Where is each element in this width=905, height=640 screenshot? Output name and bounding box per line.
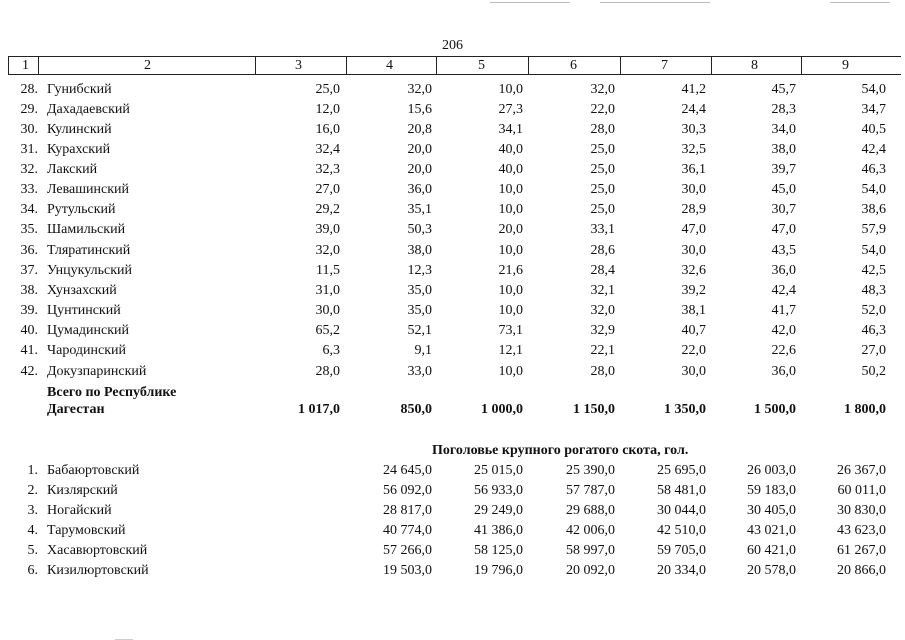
district-name: Цумадинский	[47, 323, 130, 338]
table-row	[0, 142, 905, 162]
cell-value: 20,0	[407, 142, 432, 157]
cell-value: 40,7	[681, 323, 706, 338]
cell-value: 42,5	[861, 263, 886, 278]
cell-value: 20,0	[498, 222, 523, 237]
scan-line-top	[490, 2, 570, 3]
table-row	[0, 323, 905, 343]
district-name: Тарумовский	[47, 523, 126, 538]
cell-value: 41,7	[771, 303, 796, 318]
cell-value: 32,0	[590, 303, 615, 318]
cell-value: 25 390,0	[566, 463, 615, 478]
cell-value: 36,1	[681, 162, 706, 177]
total-value: 850,0	[400, 402, 432, 417]
cell-value: 19 796,0	[474, 563, 523, 578]
total-label-line-2: Дагестан	[47, 402, 105, 417]
header-divider	[346, 57, 347, 74]
header-divider	[528, 57, 529, 74]
cell-value: 29 249,0	[474, 503, 523, 518]
cell-value: 28 817,0	[383, 503, 432, 518]
cell-value: 52,0	[861, 303, 886, 318]
row-number: 6.	[27, 563, 38, 578]
cell-value: 25,0	[590, 182, 615, 197]
district-name: Кизлярский	[47, 483, 118, 498]
cell-value: 31,0	[315, 283, 340, 298]
cell-value: 46,3	[861, 162, 886, 177]
cell-value: 50,3	[407, 222, 432, 237]
cell-value: 20 092,0	[566, 563, 615, 578]
total-label-line-1: Всего по Республике	[47, 385, 177, 400]
total-value: 1 350,0	[664, 402, 706, 417]
cell-value: 57 787,0	[566, 483, 615, 498]
cell-value: 30 405,0	[747, 503, 796, 518]
cell-value: 42 510,0	[657, 523, 706, 538]
cell-value: 25 015,0	[474, 463, 523, 478]
district-name: Кулинский	[47, 122, 112, 137]
row-number: 33.	[20, 182, 38, 197]
cell-value: 21,6	[498, 263, 523, 278]
cell-value: 10,0	[498, 82, 523, 97]
cell-value: 60 421,0	[747, 543, 796, 558]
table-row	[0, 243, 905, 263]
cell-value: 20,8	[407, 122, 432, 137]
district-name: Тляратинский	[47, 243, 131, 258]
table-row	[0, 523, 905, 543]
district-name: Хасавюртовский	[47, 543, 148, 558]
cell-value: 27,3	[498, 102, 523, 117]
header-col-6: 6	[570, 58, 577, 73]
cell-value: 10,0	[498, 182, 523, 197]
cell-value: 56 092,0	[383, 483, 432, 498]
total-row	[0, 402, 905, 422]
cell-value: 26 367,0	[837, 463, 886, 478]
header-col-2: 2	[144, 58, 151, 73]
cell-value: 20 334,0	[657, 563, 706, 578]
cell-value: 32,1	[590, 283, 615, 298]
cell-value: 30,0	[681, 243, 706, 258]
cell-value: 28,4	[590, 263, 615, 278]
header-col-5: 5	[478, 58, 485, 73]
total-value: 1 500,0	[754, 402, 796, 417]
district-name: Рутульский	[47, 202, 116, 217]
cell-value: 59 705,0	[657, 543, 706, 558]
scan-line-top-2	[600, 2, 710, 3]
cell-value: 58 481,0	[657, 483, 706, 498]
header-col-1: 1	[22, 58, 29, 73]
cell-value: 29,2	[315, 202, 340, 217]
row-number: 31.	[20, 142, 38, 157]
cell-value: 40 774,0	[383, 523, 432, 538]
cell-value: 34,7	[861, 102, 886, 117]
row-number: 34.	[20, 202, 38, 217]
cell-value: 38,1	[681, 303, 706, 318]
row-number: 40.	[20, 323, 38, 338]
cell-value: 32,4	[315, 142, 340, 157]
cell-value: 45,0	[771, 182, 796, 197]
cell-value: 25,0	[590, 142, 615, 157]
cell-value: 24,4	[681, 102, 706, 117]
cell-value: 22,0	[590, 102, 615, 117]
table-row	[0, 463, 905, 483]
cell-value: 54,0	[861, 243, 886, 258]
cell-value: 35,0	[407, 303, 432, 318]
cell-value: 40,0	[498, 142, 523, 157]
cell-value: 9,1	[414, 343, 432, 358]
table-row	[0, 303, 905, 323]
cell-value: 33,1	[590, 222, 615, 237]
cell-value: 50,2	[861, 364, 886, 379]
district-name: Унцукульский	[47, 263, 133, 278]
cell-value: 34,0	[771, 122, 796, 137]
header-divider	[711, 57, 712, 74]
district-name: Кизилюртовский	[47, 563, 149, 578]
cell-value: 61 267,0	[837, 543, 886, 558]
cell-value: 30,3	[681, 122, 706, 137]
header-divider	[8, 57, 9, 74]
cell-value: 30,7	[771, 202, 796, 217]
cell-value: 42,4	[771, 283, 796, 298]
header-col-4: 4	[386, 58, 393, 73]
table-row	[0, 543, 905, 563]
cell-value: 28,0	[315, 364, 340, 379]
row-number: 38.	[20, 283, 38, 298]
cell-value: 16,0	[315, 122, 340, 137]
cell-value: 19 503,0	[383, 563, 432, 578]
header-col-3: 3	[295, 58, 302, 73]
cell-value: 15,6	[407, 102, 432, 117]
cell-value: 42,0	[771, 323, 796, 338]
cell-value: 32,0	[407, 82, 432, 97]
header-col-9: 9	[842, 58, 849, 73]
row-number: 36.	[20, 243, 38, 258]
district-name: Хунзахский	[47, 283, 117, 298]
table-header	[8, 56, 901, 75]
row-number: 5.	[27, 543, 38, 558]
cell-value: 29 688,0	[566, 503, 615, 518]
cell-value: 36,0	[771, 364, 796, 379]
cell-value: 38,0	[407, 243, 432, 258]
cell-value: 40,5	[861, 122, 886, 137]
district-name: Курахский	[47, 142, 111, 157]
total-value: 1 800,0	[844, 402, 886, 417]
table-row	[0, 503, 905, 523]
table-row	[0, 162, 905, 182]
district-name: Цунтинский	[47, 303, 121, 318]
table-row	[0, 263, 905, 283]
total-value: 1 017,0	[298, 402, 340, 417]
cell-value: 20 866,0	[837, 563, 886, 578]
cell-value: 30 830,0	[837, 503, 886, 518]
cell-value: 10,0	[498, 303, 523, 318]
district-name: Дахадаевский	[47, 102, 130, 117]
cell-value: 11,5	[316, 263, 340, 278]
cell-value: 20 578,0	[747, 563, 796, 578]
table-row	[0, 222, 905, 242]
cell-value: 32,6	[681, 263, 706, 278]
cell-value: 26 003,0	[747, 463, 796, 478]
cell-value: 54,0	[861, 82, 886, 97]
page-number: 206	[442, 38, 463, 53]
cell-value: 32,9	[590, 323, 615, 338]
cell-value: 36,0	[771, 263, 796, 278]
cell-value: 57 266,0	[383, 543, 432, 558]
cell-value: 20,0	[407, 162, 432, 177]
district-name: Бабаюртовский	[47, 463, 140, 478]
row-number: 37.	[20, 263, 38, 278]
cell-value: 36,0	[407, 182, 432, 197]
cell-value: 52,1	[407, 323, 432, 338]
cell-value: 28,6	[590, 243, 615, 258]
cell-value: 40,0	[498, 162, 523, 177]
district-name: Ногайский	[47, 503, 112, 518]
cell-value: 48,3	[861, 283, 886, 298]
cell-value: 32,0	[315, 243, 340, 258]
row-number: 35.	[20, 222, 38, 237]
cell-value: 25,0	[315, 82, 340, 97]
cell-value: 58 125,0	[474, 543, 523, 558]
cell-value: 27,0	[861, 343, 886, 358]
row-number: 28.	[20, 82, 38, 97]
row-number: 3.	[27, 503, 38, 518]
cell-value: 54,0	[861, 182, 886, 197]
row-number: 2.	[27, 483, 38, 498]
header-col-7: 7	[661, 58, 668, 73]
cell-value: 45,7	[771, 82, 796, 97]
district-name: Докузпаринский	[47, 364, 147, 379]
cell-value: 25,0	[590, 202, 615, 217]
table-row	[0, 82, 905, 102]
row-number: 1.	[27, 463, 38, 478]
row-number: 41.	[20, 343, 38, 358]
cell-value: 38,0	[771, 142, 796, 157]
cell-value: 28,9	[681, 202, 706, 217]
cell-value: 25 695,0	[657, 463, 706, 478]
total-value: 1 150,0	[573, 402, 615, 417]
row-number: 39.	[20, 303, 38, 318]
cell-value: 33,0	[407, 364, 432, 379]
cell-value: 43 623,0	[837, 523, 886, 538]
cell-value: 56 933,0	[474, 483, 523, 498]
row-number: 29.	[20, 102, 38, 117]
cell-value: 41 386,0	[474, 523, 523, 538]
cell-value: 46,3	[861, 323, 886, 338]
cell-value: 42,4	[861, 142, 886, 157]
cell-value: 39,2	[681, 283, 706, 298]
cell-value: 22,6	[771, 343, 796, 358]
cell-value: 6,3	[322, 343, 340, 358]
table-row	[0, 563, 905, 583]
cell-value: 39,0	[315, 222, 340, 237]
district-name: Лакский	[47, 162, 98, 177]
district-name: Шамильский	[47, 222, 126, 237]
cell-value: 27,0	[315, 182, 340, 197]
cell-value: 28,0	[590, 364, 615, 379]
cell-value: 35,0	[407, 283, 432, 298]
cell-value: 28,0	[590, 122, 615, 137]
table-row	[0, 202, 905, 222]
cell-value: 43 021,0	[747, 523, 796, 538]
row-number: 30.	[20, 122, 38, 137]
row-number: 4.	[27, 523, 38, 538]
header-col-8: 8	[751, 58, 758, 73]
header-divider	[620, 57, 621, 74]
cell-value: 28,3	[771, 102, 796, 117]
cell-value: 24 645,0	[383, 463, 432, 478]
table-row	[0, 182, 905, 202]
cell-value: 34,1	[498, 122, 523, 137]
cell-value: 25,0	[590, 162, 615, 177]
cell-value: 12,1	[498, 343, 523, 358]
cell-value: 30,0	[681, 364, 706, 379]
cell-value: 22,0	[681, 343, 706, 358]
cell-value: 12,3	[407, 263, 432, 278]
header-divider	[801, 57, 802, 74]
scan-line-top-3	[830, 2, 890, 3]
cell-value: 58 997,0	[566, 543, 615, 558]
cell-value: 39,7	[771, 162, 796, 177]
cell-value: 41,2	[681, 82, 706, 97]
header-divider	[255, 57, 256, 74]
cell-value: 10,0	[498, 243, 523, 258]
district-name: Чародинский	[47, 343, 127, 358]
cell-value: 65,2	[315, 323, 340, 338]
cell-value: 10,0	[498, 283, 523, 298]
cell-value: 30 044,0	[657, 503, 706, 518]
cell-value: 32,3	[315, 162, 340, 177]
cell-value: 10,0	[498, 202, 523, 217]
cell-value: 12,0	[315, 102, 340, 117]
section-title: Поголовье крупного рогатого скота, гол.	[432, 443, 689, 458]
row-number: 32.	[20, 162, 38, 177]
table-row	[0, 122, 905, 142]
table-row	[0, 102, 905, 122]
district-name: Гунибский	[47, 82, 112, 97]
header-divider	[436, 57, 437, 74]
cell-value: 73,1	[498, 323, 523, 338]
cell-value: 59 183,0	[747, 483, 796, 498]
cell-value: 32,5	[681, 142, 706, 157]
district-name: Левашинский	[47, 182, 130, 197]
table-row	[0, 283, 905, 303]
cell-value: 43,5	[771, 243, 796, 258]
cell-value: 47,0	[771, 222, 796, 237]
table-row	[0, 343, 905, 363]
header-divider	[38, 57, 39, 74]
cell-value: 30,0	[681, 182, 706, 197]
cell-value: 60 011,0	[837, 483, 886, 498]
cell-value: 38,6	[861, 202, 886, 217]
cell-value: 22,1	[590, 343, 615, 358]
cell-value: 10,0	[498, 364, 523, 379]
cell-value: 30,0	[315, 303, 340, 318]
table-row	[0, 364, 905, 384]
cell-value: 42 006,0	[566, 523, 615, 538]
total-value: 1 000,0	[481, 402, 523, 417]
cell-value: 32,0	[590, 82, 615, 97]
cell-value: 47,0	[681, 222, 706, 237]
cell-value: 57,9	[861, 222, 886, 237]
cell-value: 35,1	[407, 202, 432, 217]
table-row	[0, 483, 905, 503]
row-number: 42.	[20, 364, 38, 379]
